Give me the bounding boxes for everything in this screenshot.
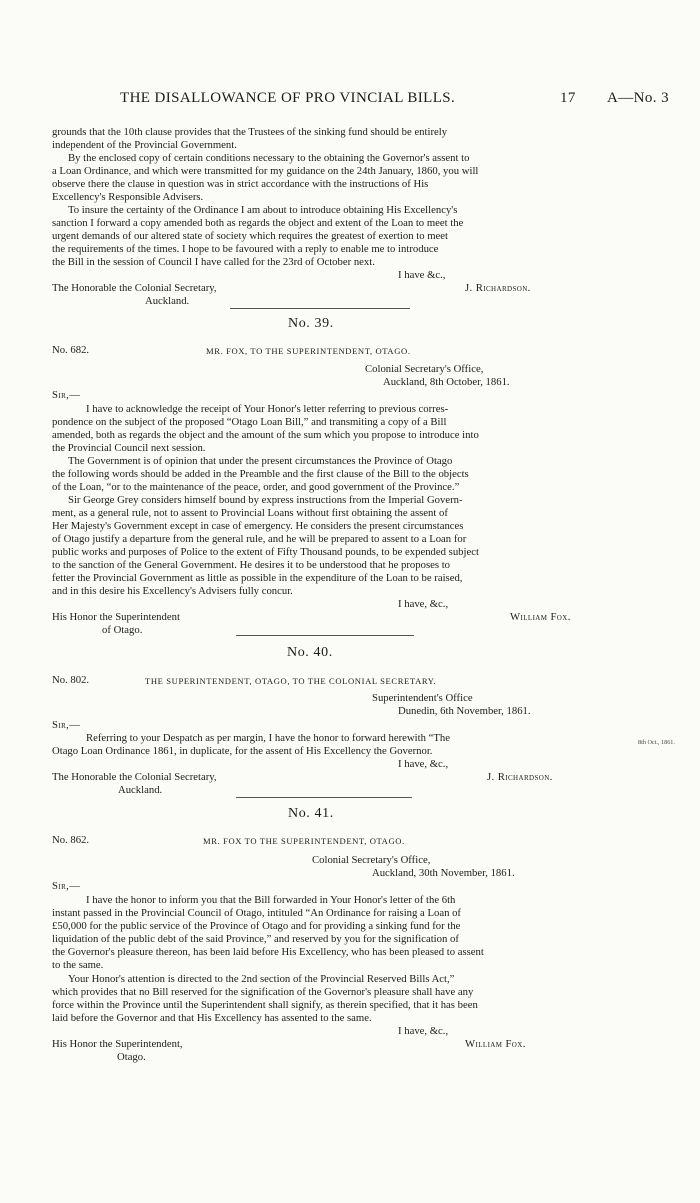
text-line: I have to acknowledge the receipt of Your Honor's letter referring to previous corres- [86,403,449,415]
text-line: to the same. [52,959,104,972]
letter-reference: No. 682. [52,344,90,356]
text-line: Her Majesty's Government except in case of emergency. He considers the present circumstances [52,520,464,533]
closing: I have, &c., [398,598,449,610]
page-number: 17 [560,90,576,106]
closing: I have, &c., [398,758,449,770]
letter-heading: MR. FOX TO THE SUPERINTENDENT, OTAGO. [203,836,405,846]
closing: I have &c., [398,269,446,281]
text-line: of the Loan, “or to the maintenance of the peace, order, and good government of the Province.” [52,481,460,494]
text-line: Referring to your Despatch as per margin, I have the honor to forward herewith “The [86,732,450,744]
text-line: which provides that no Bill reserved for the signification of the Governor's pleasure shall have any [52,986,474,999]
signature: J. Richardson. [487,771,553,783]
text-line: £50,000 for the public service of the Province of Otago and for providing a sinking fund for the [52,920,461,933]
text-line: ment, as a general rule, not to assent to Provincial Loans without first obtaining the assent of [52,507,448,520]
text-line: and in this desire his Excellency's Advisers fully concur. [52,585,293,598]
text-line: fetter the Provincial Government as little as possible in the expenditure of the Loan to be raised, [52,572,463,585]
letter-number-title: No. 40. [287,645,333,660]
text-line: the Provincial Council next session. [52,442,206,455]
letter-place-date: Dunedin, 6th November, 1861. [398,705,531,717]
intro-paragraph-3 [52,204,656,269]
text-line: Sir George Grey considers himself bound by express instructions from the Imperial Govern- [68,494,463,506]
text-line: of Otago justify a departure from the general rule, and he will be prepared to assent to a Loan for [52,533,467,546]
margin-note: 8th Oct., 1861. [638,739,675,746]
addressee-place: of Otago. [102,624,143,636]
text-line: I have the honor to inform you that the Bill forwarded in Your Honor's letter of the 6th [86,894,456,906]
text-line: liquidation of the public debt of the said Province,” and reserved by you for the signification of [52,933,459,946]
running-title: THE DISALLOWANCE OF PRO VINCIAL BILLS. [120,90,456,106]
letter-39-paragraph-2 [52,455,656,494]
text-line: the requirements of the times. I hope to be favoured with a reply to enable me to introduce [52,243,439,256]
text-line: Your Honor's attention is directed to the 2nd section of the Provincial Reserved Bills Act,” [68,973,455,985]
intro-paragraph-2 [52,152,656,204]
signature: William Fox. [465,1038,526,1050]
text-line: By the enclosed copy of certain conditions necessary to the obtaining the Governor's assent to [68,152,470,164]
text-line: Otago Loan Ordinance 1861, in duplicate, for the assent of His Excellency the Governor. [52,745,433,758]
text-line: Excellency's Responsible Advisers. [52,191,204,204]
paper-reference: A—No. 3 [607,90,669,106]
text-line: instant passed in the Provincial Council of Otago, intituled “An Ordinance for raising a Loan of [52,907,461,920]
letter-39-paragraph-1 [52,403,656,455]
text-line: observe there the clause in question was in strict accordance with the instructions of His [52,178,429,191]
letter-reference: No. 802. [52,674,90,686]
salutation: Sir,— [52,880,81,892]
text-line: the Governor's pleasure thereon, has been laid before His Excellency, who has been pleased to assent [52,946,484,959]
text-line: force within the Province until the Superintendent shall signify, as therein specified, that it has been [52,999,478,1012]
text-line: amended, both as regards the object and the amount of the sum which you propose to introduce into [52,429,479,442]
letter-number-title: No. 41. [288,806,334,821]
closing: I have, &c., [398,1025,449,1037]
addressee: The Honorable the Colonial Secretary, [52,771,217,783]
letter-number-title: No. 39. [288,316,334,331]
letter-place-date: Auckland, 8th October, 1861. [383,376,510,388]
text-line: The Government is of opinion that under the present circumstances the Province of Otago [68,455,453,467]
text-line: grounds that the 10th clause provides that the Trustees of the sinking fund should be entirely [52,126,448,138]
addressee: The Honorable the Colonial Secretary, [52,282,217,294]
addressee: His Honor the Superintendent, [52,1038,183,1050]
letter-heading: MR. FOX, TO THE SUPERINTENDENT, OTAGO. [206,346,411,356]
addressee-place: Auckland. [118,784,163,796]
signature: J. Richardson. [465,282,531,294]
letter-reference: No. 862. [52,834,90,846]
text-line: a Loan Ordinance, and which were transmitted for my guidance on the 24th January, 1860, you will [52,165,479,178]
text-line: urgent demands of our altered state of society which requires the greatest of exertion to meet [52,230,448,243]
letter-40-paragraph-1 [52,732,656,758]
salutation: Sir,— [52,389,81,401]
letter-41-paragraph-1 [52,894,656,972]
letter-heading: THE SUPERINTENDENT, OTAGO, TO THE COLONIAL SECRETARY. [145,676,437,686]
letter-39-paragraph-3 [52,494,656,598]
divider [230,308,410,309]
letter-41-paragraph-2 [52,973,656,1025]
letter-office: Colonial Secretary's Office, [312,854,431,866]
text-line: the Bill in the session of Council I have called for the 23rd of October next. [52,256,375,269]
text-line: to the sanction of the General Government. He desires it to be understood that he proposes to [52,559,451,572]
divider [236,635,414,636]
text-line: laid before the Governor and that His Excellency has assented to the same. [52,1012,372,1025]
letter-office: Superintendent's Office [372,692,473,704]
addressee-place: Otago. [117,1051,146,1063]
text-line: public works and purposes of Police to the extent of Fifty Thousand pounds, to be expended subject [52,546,479,559]
text-line: To insure the certainty of the Ordinance I am about to introduce obtaining His Excellency's [68,204,458,216]
text-line: sanction I forward a copy amended both as regards the object and extent of the Loan to meet the [52,217,464,230]
letter-office: Colonial Secretary's Office, [365,363,484,375]
text-line: independent of the Provincial Government. [52,139,237,152]
addressee-place: Auckland. [145,295,190,307]
text-line: the following words should be added in the Preamble and the first clause of the Bill to the objects [52,468,469,481]
addressee: His Honor the Superintendent [52,611,180,623]
salutation: Sir,— [52,719,81,731]
text-line: pondence on the subject of the proposed “Otago Loan Bill,” and transmiting a copy of a Bill [52,416,447,429]
intro-paragraph-1 [52,126,656,152]
signature: William Fox. [510,611,571,623]
letter-place-date: Auckland, 30th November, 1861. [372,867,515,879]
divider [236,797,412,798]
